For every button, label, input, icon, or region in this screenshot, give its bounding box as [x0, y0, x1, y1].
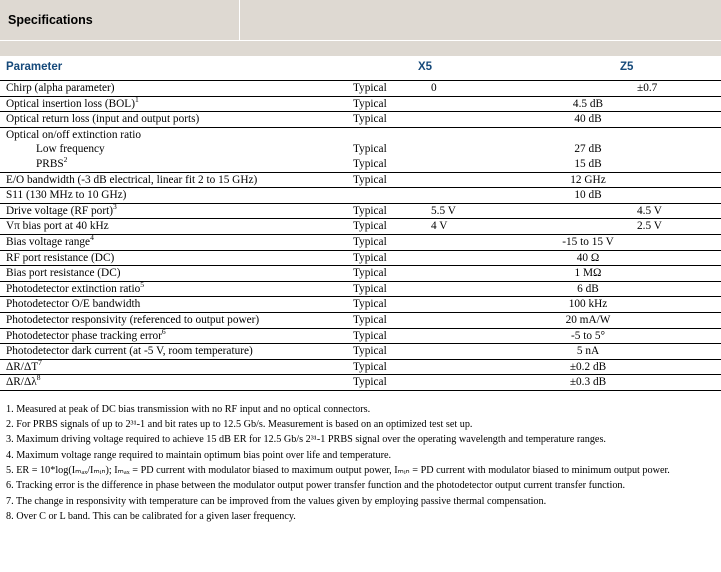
cell-value-shared: -5 to 5° — [425, 328, 721, 344]
table-row — [0, 266, 721, 282]
footnote-item: 8. Over C or L band. This can be calibrated for a given laser frequency. — [6, 510, 296, 522]
cell-condition: Typical — [347, 250, 425, 266]
column-header-x5: X5 — [418, 61, 433, 73]
cell-parameter: Photodetector O/E bandwidth — [0, 297, 347, 313]
cell-value-shared: 10 dB — [425, 188, 721, 204]
cell-parameter: Photodetector dark current (at -5 V, room temperature) — [0, 344, 347, 360]
cell-parameter: Photodetector phase tracking error$^6$ — [0, 328, 347, 344]
cell-value-shared: 27 dB — [574, 143, 602, 156]
footnotes — [0, 402, 721, 524]
footnote-item: 7. The change in responsivity with temperature can be improved from the values given by employing passive thermal compensation. — [6, 495, 547, 507]
cell-condition: Typical — [347, 312, 425, 328]
cell-condition: Typical — [347, 297, 425, 313]
footnote-marker: 1 — [134, 94, 139, 104]
cell-value-z5: 2.5 V — [631, 219, 721, 235]
footnote-marker: 4 — [90, 233, 94, 243]
table-row — [0, 297, 721, 313]
footnote-item: 2. For PRBS signals of up to 2³¹-1 and bit rates up to 12.5 Gb/s. Measurement is based on an optimized test set up. — [6, 419, 473, 431]
cell-parameter: E/O bandwidth (-3 dB electrical, linear fit 2 to 15 GHz) — [0, 172, 347, 188]
cell-parameter: Optical on/off extinction ratio — [6, 128, 142, 141]
column-header-parameter: Parameter — [6, 61, 63, 73]
table-row — [0, 344, 721, 360]
footnote-marker: 8 — [36, 373, 41, 383]
column-header-row — [0, 56, 721, 81]
footnote-item: 3. Maximum driving voltage required to achieve 15 dB ER for 12.5 Gb/s 2³¹-1 PRBS signal over the operating wavelength and temperature ranges. — [6, 434, 606, 446]
table-row — [0, 312, 721, 328]
table-row — [0, 250, 721, 266]
footnote-item: 4. Maximum voltage range required to maintain optimum bias point over life and temperature. — [6, 449, 392, 461]
table-row — [0, 81, 721, 96]
table-row — [0, 203, 721, 219]
cell-parameter: Chirp (alpha parameter) — [0, 81, 347, 96]
table-row — [0, 281, 721, 297]
footnote-marker: 3 — [112, 201, 117, 211]
cell-value-z5: 4.5 V — [631, 203, 721, 219]
table-row — [0, 157, 721, 172]
cell-parameter: $\Delta R/\Delta\lambda^8$ — [0, 375, 347, 391]
cell-condition: Typical — [347, 344, 425, 360]
footnote-item: 1. Measured at peak of DC bias transmission with no RF input and no optical connectors. — [6, 403, 371, 415]
cell-condition: Typical — [347, 96, 425, 112]
cell-condition: Typical — [353, 143, 387, 156]
specifications-table — [0, 81, 721, 391]
cell-value-z5: ±0.7 — [631, 81, 721, 96]
cell-value-shared: 20 mA/W — [425, 312, 721, 328]
cell-value-shared: 5 nA — [425, 344, 721, 360]
cell-value-shared: 6 dB — [425, 281, 721, 297]
cell-condition: Typical — [347, 359, 425, 375]
cell-parameter: Vπ bias port at 40 kHz — [0, 219, 347, 235]
cell-condition: Typical — [347, 203, 425, 219]
footnote-marker: 5 — [140, 279, 145, 289]
cell-parameter: Optical insertion loss (BOL)$^1$ — [0, 96, 347, 112]
footnote-marker: 6 — [161, 326, 166, 336]
cell-parameter: Drive voltage (RF port)$^3$ — [0, 203, 347, 219]
cell-parameter: Low frequency — [36, 143, 105, 156]
cell-parameter: Optical return loss (input and output ports) — [0, 112, 347, 128]
table-row — [0, 219, 721, 235]
cell-parameter: Photodetector responsivity (referenced to output power) — [0, 312, 347, 328]
cell-parameter: PRBS$^2$ — [0, 157, 347, 172]
cell-value-shared: 15 dB — [425, 157, 721, 172]
cell-value-shared: ±0.3 dB — [425, 375, 721, 391]
cell-condition: Typical — [347, 328, 425, 344]
cell-parameter: Bias port resistance (DC) — [0, 266, 347, 282]
table-row — [0, 359, 721, 375]
cell-value-shared: 40 dB — [425, 112, 721, 128]
header-band — [0, 0, 721, 56]
table-row — [0, 127, 721, 142]
cell-value-x5: 0 — [425, 81, 631, 96]
table-row — [0, 234, 721, 250]
column-header-z5: Z5 — [620, 61, 634, 73]
cell-value-shared — [425, 127, 721, 142]
footnote-item: 5. ER = 10*log(Iₘₐₓ/Iₘᵢₙ); Iₘₐₓ = PD current with modulator biased to maximum output power, Iₘᵢₙ = PD current with modulator biased to minimum output power. — [6, 465, 670, 477]
cell-value-shared: -15 to 15 V — [425, 234, 721, 250]
cell-condition — [347, 188, 425, 204]
cell-condition: Typical — [347, 266, 425, 282]
cell-value-shared: 12 GHz — [425, 172, 721, 188]
cell-parameter: Bias voltage range$^4$ — [0, 234, 347, 250]
cell-value-shared: 40 Ω — [425, 250, 721, 266]
cell-parameter: RF port resistance (DC) — [0, 250, 347, 266]
cell-value-shared: ±0.2 dB — [425, 359, 721, 375]
cell-parameter: Photodetector extinction ratio$^5$ — [0, 281, 347, 297]
table-row — [0, 328, 721, 344]
cell-value-x5: 5.5 V — [425, 203, 631, 219]
cell-condition: Typical — [347, 375, 425, 391]
cell-parameter: $\Delta R/\Delta T^7$ — [0, 359, 347, 375]
cell-condition: Typical — [347, 157, 425, 172]
cell-value-x5: 4 V — [425, 219, 631, 235]
table-row — [0, 375, 721, 391]
footnote-marker: 2 — [63, 155, 68, 165]
table-row — [0, 112, 721, 128]
table-row — [0, 188, 721, 204]
cell-condition — [347, 127, 425, 142]
table-row — [0, 142, 721, 157]
footnote-item: 6. Tracking error is the difference in phase between the modulator output power transfer function and the photodetector output current transfer function. — [6, 480, 626, 492]
cell-value-shared: 4.5 dB — [425, 96, 721, 112]
cell-condition: Typical — [347, 112, 425, 128]
cell-parameter: S11 (130 MHz to 10 GHz) — [0, 188, 347, 204]
page-title: Specifications — [8, 13, 93, 27]
table-row — [0, 96, 721, 112]
cell-condition: Typical — [347, 81, 425, 96]
table-row — [0, 172, 721, 188]
cell-value-shared: 1 MΩ — [425, 266, 721, 282]
cell-value-shared: 100 kHz — [425, 297, 721, 313]
footnote-marker: 7 — [38, 357, 42, 367]
header-divider — [239, 0, 240, 40]
cell-condition: Typical — [347, 172, 425, 188]
header-underline — [0, 40, 721, 41]
cell-condition: Typical — [347, 219, 425, 235]
cell-condition: Typical — [347, 234, 425, 250]
cell-condition: Typical — [347, 281, 425, 297]
